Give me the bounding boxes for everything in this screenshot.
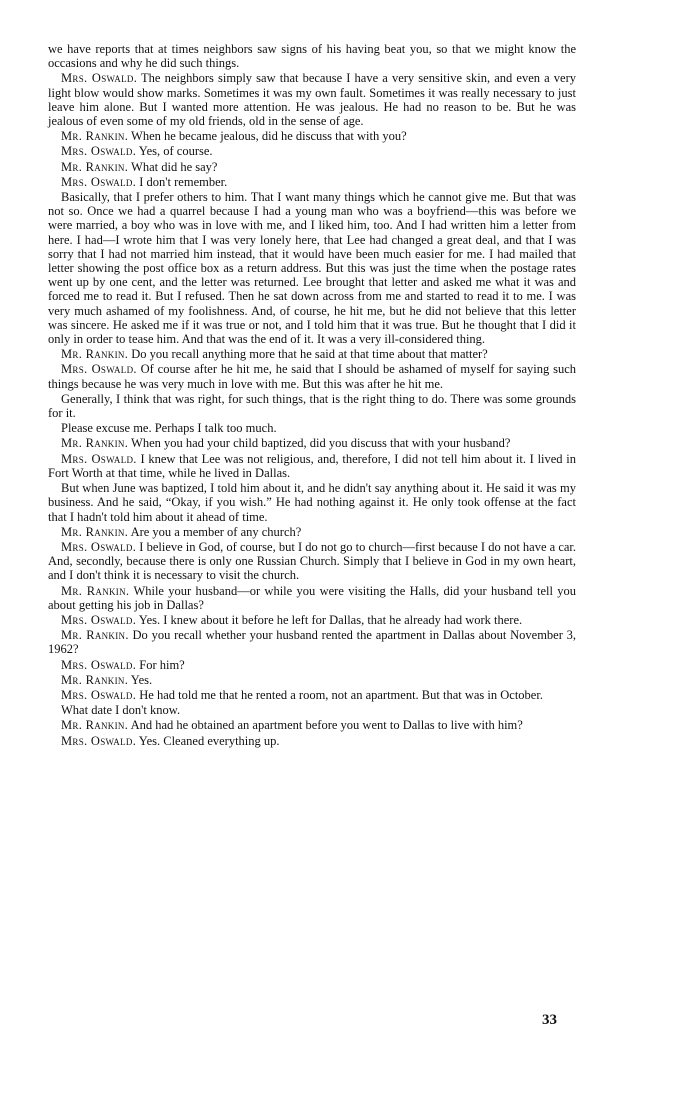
speaker-name: Mr. Rankin. bbox=[61, 718, 129, 733]
transcript-paragraph bbox=[48, 628, 576, 656]
transcript-paragraph bbox=[48, 144, 576, 158]
paragraph-text: Please excuse me. Perhaps I talk too much. bbox=[61, 421, 277, 436]
speaker-name: Mrs. Oswald. bbox=[61, 451, 137, 466]
paragraph-text: Do you recall anything more that he said at that time about that matter? bbox=[131, 347, 488, 362]
paragraph-text: He had told me that he rented a room, not an apartment. But that was in October. bbox=[139, 687, 543, 702]
speaker-name: Mrs. Oswald. bbox=[61, 362, 137, 377]
transcript-paragraph bbox=[48, 392, 576, 420]
transcript-paragraph bbox=[48, 190, 576, 346]
speaker-name: Mrs. Oswald. bbox=[61, 687, 137, 702]
paragraph-text: I don't remember. bbox=[139, 174, 228, 189]
paragraph-text: Of course after he hit me, he said that I should be ashamed of myself for saying such things because he was very much in love with me. But this was after he hit me. bbox=[48, 362, 576, 391]
speaker-name: Mrs. Oswald. bbox=[61, 144, 137, 159]
speaker-name: Mr. Rankin. bbox=[61, 524, 129, 539]
paragraph-text: Yes. bbox=[130, 672, 153, 687]
transcript-paragraph bbox=[48, 734, 576, 748]
paragraph-text: Yes. I knew about it before he left for Dallas, that he already had work there. bbox=[138, 612, 523, 627]
speaker-name: Mrs. Oswald. bbox=[61, 539, 137, 554]
transcript-paragraph bbox=[48, 175, 576, 189]
paragraph-text: we have reports that at times neighbors saw signs of his having beat you, so that we might know the occasions and why he did such things. bbox=[48, 42, 576, 71]
transcript-paragraph bbox=[48, 129, 576, 143]
speaker-name: Mr. Rankin. bbox=[61, 436, 129, 451]
speaker-name: Mr. Rankin. bbox=[61, 583, 130, 598]
paragraph-text: The neighbors simply saw that because I have a very sensitive skin, and even a very light blow would show marks. Sometimes it was my own fault. Sometimes it was really necessary to just leave him alone. But I wanted more attention. He was jealous. He had no reason to be. But he was jealous of even some of my old friends, old in the sense of age. bbox=[48, 71, 576, 129]
paragraph-text: For him? bbox=[139, 657, 185, 672]
transcript-paragraph bbox=[48, 688, 576, 702]
speaker-name: Mr. Rankin. bbox=[61, 347, 129, 362]
transcript-paragraph bbox=[48, 71, 576, 128]
transcript-paragraph bbox=[48, 421, 576, 435]
paragraph-text: But when June was baptized, I told him about it, and he didn't say anything about it. He said it was my business. And he said, “Okay, if you wish.” He had nothing against it. He only took offense at the fact that I hadn't told him about it ahead of time. bbox=[48, 481, 576, 524]
transcript-paragraph bbox=[48, 540, 576, 583]
transcript-paragraph bbox=[48, 613, 576, 627]
speaker-name: Mr. Rankin. bbox=[61, 628, 129, 643]
paragraph-text: When you had your child baptized, did you discuss that with your husband? bbox=[131, 436, 511, 451]
document-page bbox=[48, 42, 576, 749]
transcript-paragraph bbox=[48, 347, 576, 361]
paragraph-text: I knew that Lee was not religious, and, therefore, I did not tell him about it. I lived in Fort Worth at that time, while he lived in Dallas. bbox=[48, 451, 577, 480]
paragraph-text: Generally, I think that was right, for such things, that is the right thing to do. There was some grounds for it. bbox=[48, 391, 576, 421]
paragraph-text: I believe in God, of course, but I do not go to church—first because I do not have a car. And, secondly, because there is only one Russian Church. Simply that I believe in God in my own heart, and I don't think it is necessary to visit the church. bbox=[48, 539, 577, 583]
transcript-paragraph bbox=[48, 658, 576, 672]
paragraph-text: Yes, of course. bbox=[138, 144, 213, 159]
paragraph-text: Basically, that I prefer others to him. That I want many things which he cannot give me. But that was not so. Once we had a quarrel because I had a young man who was a boyfriend—this was before we were married, a boy who was in love with me, and I liked him, too. And I had written him a letter from here. I had—I wrote him that I was very lonely here, that Lee had changed a great deal, and that I was sorry that I had not married him instead, that it would have been much easier for me. I had mailed that letter showing the post office box as a return address. But this was just the time when the postage rates went up by one cent, and the letter was returned. Lee brought that letter and asked me what it was and forced me to read it. But I refused. Then he sat down across from me and started to read it to me. I was very much ashamed of my foolishness. And, of course, he hit me, but he did not believe that this letter was sincere. He asked me if it was true or not, and I told him that it was true. But he thought that I did it only in order to tease him. And that was the end of it. It was a very ill-considered thing. bbox=[48, 190, 576, 347]
speaker-name: Mrs. Oswald. bbox=[61, 733, 137, 748]
paragraph-text: What did he say? bbox=[131, 159, 218, 174]
speaker-name: Mr. Rankin. bbox=[61, 672, 129, 687]
speaker-name: Mr. Rankin. bbox=[61, 159, 129, 174]
paragraph-text: Do you recall whether your husband rented the apartment in Dallas about November 3, 1962? bbox=[48, 628, 577, 657]
paragraph-text: Yes. Cleaned everything up. bbox=[138, 733, 280, 748]
speaker-name: Mr. Rankin. bbox=[61, 129, 129, 144]
paragraph-text: While your husband—or while you were visiting the Halls, did your husband tell you about getting his job in Dallas? bbox=[48, 583, 577, 612]
transcript-paragraph bbox=[48, 452, 576, 480]
transcript-paragraph bbox=[48, 481, 576, 524]
speaker-name: Mrs. Oswald. bbox=[61, 71, 138, 86]
paragraph-text: Are you a member of any church? bbox=[130, 524, 302, 539]
paragraph-text: And had he obtained an apartment before you went to Dallas to live with him? bbox=[130, 718, 523, 733]
transcript-paragraph bbox=[48, 160, 576, 174]
paragraph-text: When he became jealous, did he discuss that with you? bbox=[131, 129, 407, 144]
speaker-name: Mrs. Oswald. bbox=[61, 612, 137, 627]
transcript-paragraph bbox=[48, 42, 576, 70]
transcript-paragraph bbox=[48, 718, 576, 732]
transcript-body bbox=[48, 42, 576, 748]
transcript-paragraph bbox=[48, 584, 576, 612]
transcript-paragraph bbox=[48, 525, 576, 539]
transcript-paragraph bbox=[48, 362, 576, 390]
speaker-name: Mrs. Oswald. bbox=[61, 174, 137, 189]
speaker-name: Mrs. Oswald. bbox=[61, 657, 137, 672]
transcript-paragraph bbox=[48, 703, 576, 717]
page-number: 33 bbox=[542, 1012, 557, 1028]
transcript-paragraph bbox=[48, 673, 576, 687]
paragraph-text: What date I don't know. bbox=[61, 703, 181, 718]
transcript-paragraph bbox=[48, 436, 576, 450]
